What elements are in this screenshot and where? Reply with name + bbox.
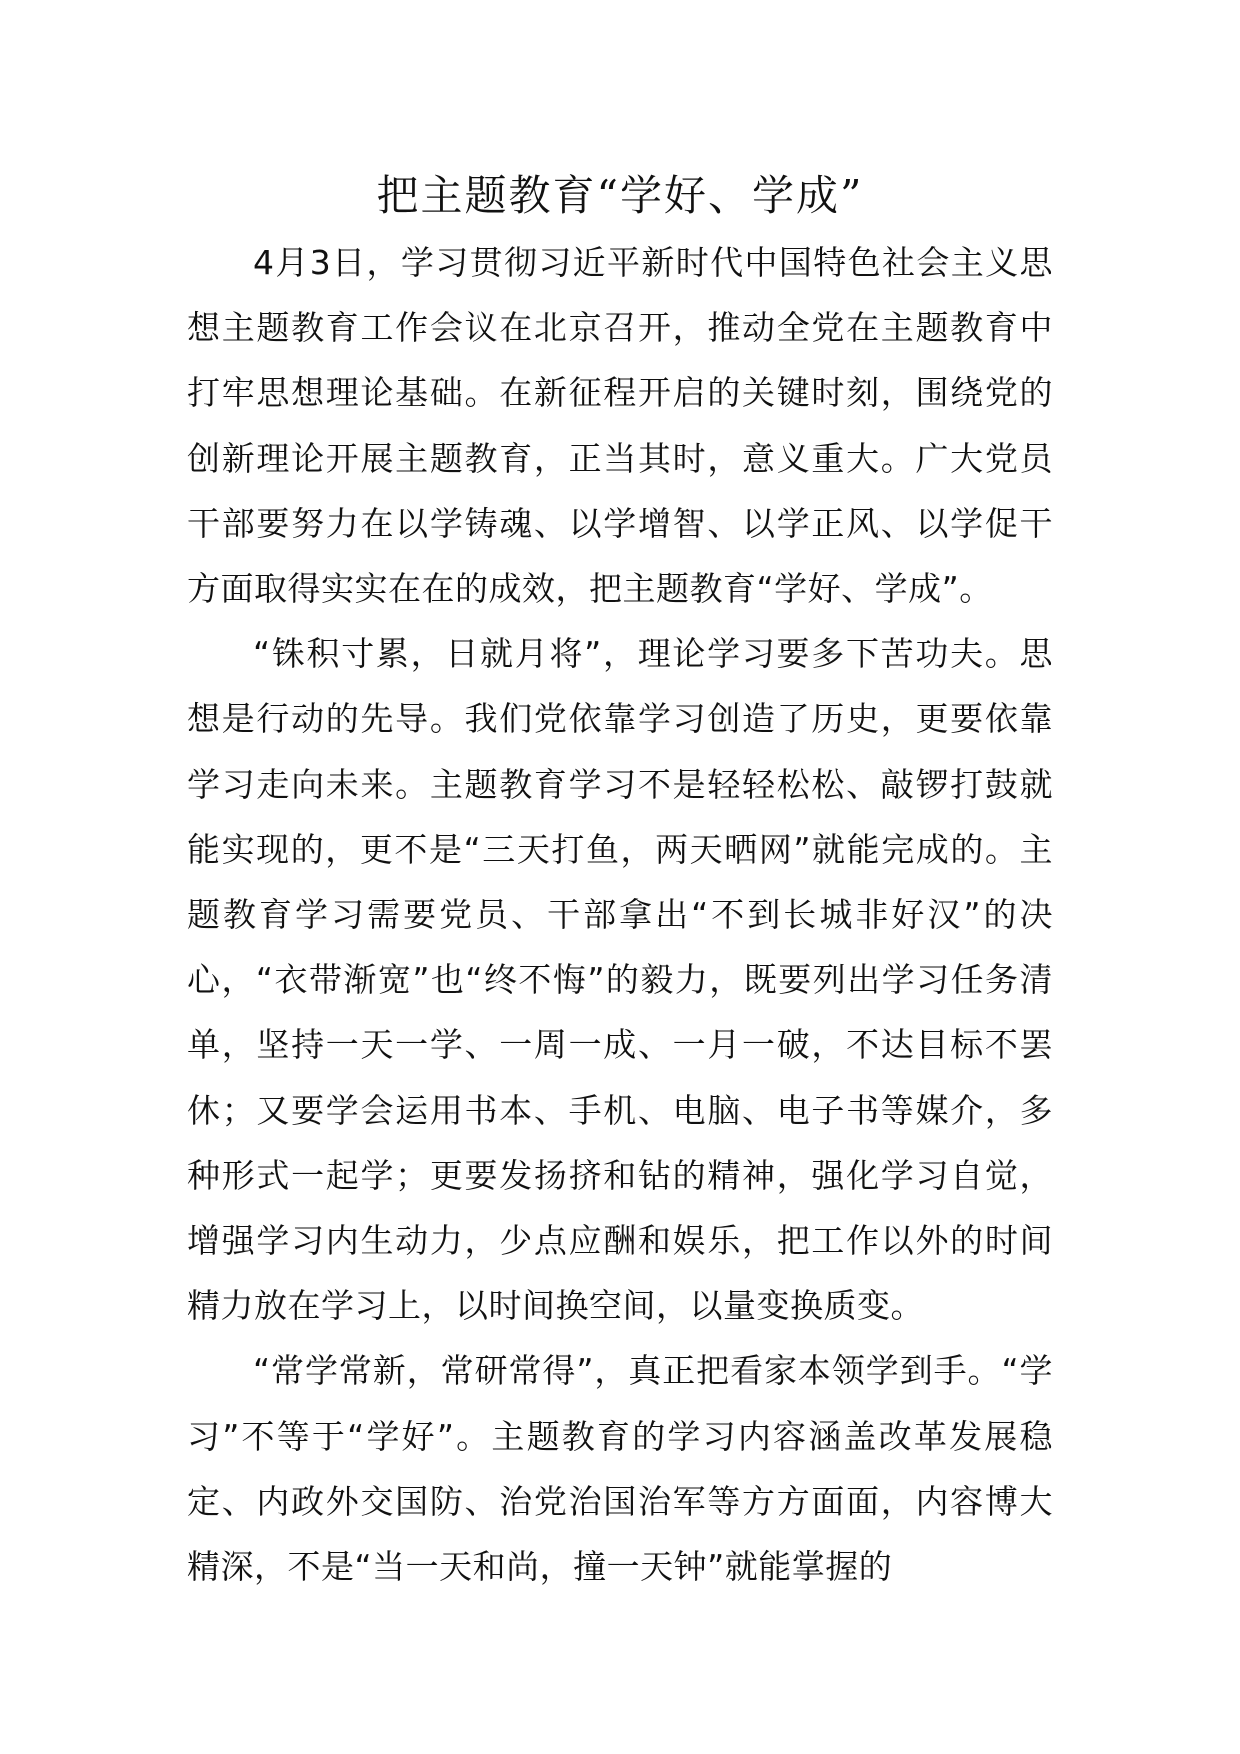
document-title: 把主题教育“学好、学成” [376, 171, 864, 220]
paragraph-2: “铢积寸累，日就月将”，理论学习要多下苦功夫。思想是行动的先导。我们党依靠学习创造了历史，更要依靠学习走向未来。主题教育学习不是轻轻松松、敲锣打鼓就能实现的，更不是“三天打鱼，两天晒网”就能完成的。主题教育学习需要党员、干部拿出“不到长城非好汉”的决心，“衣带渐宽”也“终不悔”的毅力，既要列出学习任务清单，坚持一天一学、一周一成、一月一破，不达目标不罢休；又要学会运用书本、手机、电脑、电子书等媒介，多种形式一起学；更要发扬挤和钻的精神，强化学习自觉，增强学习内生动力，少点应酬和娱乐，把工作以外的时间精力放在学习上，以时间换空间，以量变换质变。 [187, 634, 1053, 1326]
paragraph-1: 4月3日，学习贯彻习近平新时代中国特色社会主义思想主题教育工作会议在北京召开，推动全党在主题教育中打牢思想理论基础。在新征程开启的关键时刻，围绕党的创新理论开展主题教育，正当其时，意义重大。广大党员干部要努力在以学铸魂、以学增智、以学正风、以学促干方面取得实实在在的成效，把主题教育“学好、学成”。 [187, 243, 1053, 609]
paragraph-3: “常学常新，常研常得”，真正把看家本领学到手。“学习”不等于“学好”。主题教育的学习内容涵盖改革发展稳定、内政外交国防、治党治国治军等方方面面，内容博大精深，不是“当一天和尚，撞一天钟”就能掌握的 [187, 1351, 1053, 1587]
document-body [187, 230, 1053, 1599]
